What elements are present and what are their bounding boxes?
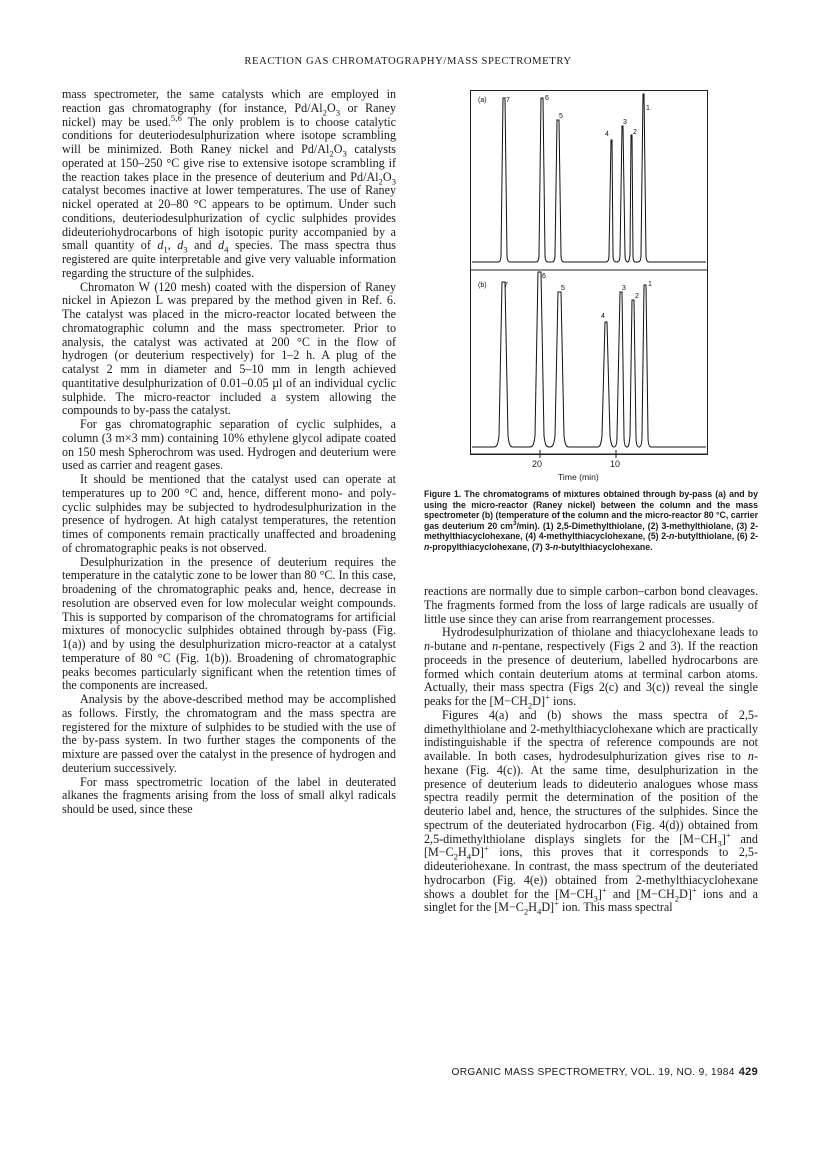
peak-label: 6 <box>542 273 546 280</box>
peak-label: 2 <box>635 293 639 300</box>
page-footer <box>452 1066 758 1078</box>
running-head: REACTION GAS CHROMATOGRAPHY/MASS SPECTROMETRY <box>244 56 572 67</box>
peak-label: 2 <box>633 129 637 136</box>
peak-label: 7 <box>506 97 510 104</box>
paragraph: Analysis by the above-described method may be accomplished as follows. Firstly, the chromatogram and the mass spectra are registered for the mixture of sulphides to be studied with the use of the by-pass system. In two further stages the components of the mixture are passed over the catalyst in the presence of hydrogen and deuterium successively. <box>62 692 396 775</box>
peak-label: 4 <box>605 131 609 138</box>
paragraph: Chromaton W (120 mesh) coated with the dispersion of Raney nickel in Apiezon L was prepared by the method given in Ref. 6. The catalyst was placed in the micro-reactor located between the chromatographic column and the mass spectrometer. Prior to analysis, the catalyst was activated at 200 °C in the flow of hydrogen (or deuterium respectively) for 1–2 h. A plug of the catalyst 2 mm in diameter and 5–10 mm in length achieved quantitative desulphurization of 0.01–0.05 µl of an individual cyclic sulphide. The micro-reactor included a system allowing the compounds to by-pass the catalyst. <box>62 279 396 418</box>
paragraph: reactions are normally due to simple carbon–carbon bond cleavages. The fragments formed from the loss of large radicals are usually of little use since they can arise from rearrangement processes. <box>424 584 758 626</box>
figure-caption: Figure 1. The chromatograms of mixtures obtained through by-pass (a) and by using the micro-reactor (Raney nickel) between the column and the mass spectrometer (b) (temperature of the column and the micro-reactor 80 °C, carrier gas deuterium 20 $cm^3/\min$). (1) 2,5-Dimethylthiolane, (2) 3-methylthiolane, (3) 2-methylthiacyclohexane, (4) 4-methylthiacyclohexane, (5) 2-n-butylthiolane, (6) 2-n-propylthiacyclohexane, (7) 3-n-butylthiacyclohexane. <box>424 489 758 552</box>
paragraph: Desulphurization in the presence of deuterium requires the temperature in the catalytic zone to be lower than 80 °C. In this case, broadening of the chromatographic peaks and, hence, decrease in resolution are observed even for low molecular weight compounds. This is supported by comparison of the chromatograms for artificial mixtures of monocyclic sulphides obtained through by-pass (Fig. 1(a)) and by using the desulphurization micro-reactor at a catalyst temperature of 80 °C (Fig. 1(b)). Broadening of chromatographic peaks becomes particularly significant when the retention times of the components are increased. <box>62 554 396 693</box>
peak-label: 3 <box>622 285 626 292</box>
paragraph: Figures 4(a) and (b) shows the mass spectra of 2,5-dimethylthiolane and 2-methylthiacyclohexane which are practically indistinguishable if the spectra of reference compounds are not available. In both cases, hydrodesulphurization gives rise to n-hexane (Fig. 4(c)). At the same time, desulphurization in the presence of deuterium leads to dideuterio analogues whose mass spectra readily permit the determination of the position of the deuterio label and, hence, the structures of the sulphides. Since the spectrum of the deuteriated hydrocarbon (Fig. 4(d)) obtained from 2,5-dimethylthiolane displays singlets for the $[M-CH_3]^+$ and $[M-C_2H_4D]^+$ ions, this proves that it corresponds to 2,5-dideuteriohexane. In contrast, the mass spectrum of the deuteriated hydrocarbon (Fig. 4(e)) obtained from 2-methylthiacyclohexane shows a doublet for the $[M-CH_3]^+$ and $[M-CH_2D]^+$ ions and a singlet for the $[M-C_2H_4D]^+$ ion. This mass spectral <box>424 707 759 917</box>
peak-label: 5 <box>559 113 563 120</box>
peak-label: 1 <box>646 105 650 112</box>
paragraph: For gas chromatographic separation of cyclic sulphides, a column (3 m×3 mm) containing 10% ethylene glycol adipate coated on 150 mesh Spherochrom was used. Hydrogen and deuterium were used as carrier and reagent gases. <box>62 417 396 473</box>
paragraph: Hydrodesulphurization of thiolane and thiacyclohexane leads to n-butane and n-pentane, respectively (Figs 2 and 3). If the reaction proceeds in the presence of deuterium, labelled hydrocarbons are formed which contain deuterium atoms at terminal carbon atoms. Actually, their mass spectra (Figs 2(c) and 3(c)) reveal the single peaks for the $[M-CH_2D]^+$ ions. <box>424 625 759 711</box>
paragraph: mass spectrometer, the same catalysts which are employed in reaction gas chromatography (for instance, $Pd/Al_2O_3$ or Raney nickel) may be used.$^{5,6}$ The only problem is to choose catalytic conditions for deuteriodesulphurization where isotope scrambling will be minimized. Both Raney nickel and $Pd/Al_2O_3$ catalysts operated at 150–250 °C give rise to extensive isotope scrambling if the reaction takes place in the presence of deuterium and $Pd/Al_2O_3$ catalyst becomes inactive at lower temperatures. The use of Raney nickel operated at 20–80 °C appears to be optimum. Under such conditions, deuteriodesulphurization of cyclic sulphides provides dideuteriohydrocarbons of high isotopic purity accompanied by a small quantity of $d_1$, $d_3$ and $d_4$ species. The mass spectra thus registered are quite interpretable and give very valuable information regarding the structure of the sulphides. <box>62 87 397 280</box>
chromatogram-trace-a <box>472 94 706 262</box>
x-tick-label: 20 <box>532 459 543 469</box>
peak-label: 4 <box>601 313 605 320</box>
left-column <box>62 88 396 817</box>
peak-label: 5 <box>561 285 565 292</box>
peak-label: 7 <box>504 282 508 289</box>
peak-label: 1 <box>648 281 652 288</box>
x-axis-label: Time (min) <box>558 472 599 482</box>
peak-label: 3 <box>623 119 627 126</box>
panel-label-b: (b) <box>478 282 487 289</box>
x-tick-label: 10 <box>610 459 621 469</box>
page-number: 429 <box>738 1066 758 1078</box>
chromatogram-figure <box>470 90 708 460</box>
paragraph: It should be mentioned that the catalyst used can operate at temperatures up to 200 °C and, hence, different mono- and poly-cyclic sulphides may be subjected to hydrodesulphurization in the presence of hydrogen. At high catalyst temperatures, the retention times of components remain practically unaffected and broadening of chromatographic peaks is not observed. <box>62 472 396 555</box>
right-column <box>424 585 758 915</box>
chromatogram-trace-b <box>472 272 706 447</box>
paragraph: For mass spectrometric location of the label in deuterated alkanes the fragments arising from the loss of small alkyl radicals should be used, since these <box>62 774 396 816</box>
peak-label: 6 <box>545 95 549 102</box>
panel-label-a: (a) <box>478 97 487 104</box>
journal-citation: ORGANIC MASS SPECTROMETRY, VOL. 19, NO. 9, 1984 <box>451 1067 735 1078</box>
